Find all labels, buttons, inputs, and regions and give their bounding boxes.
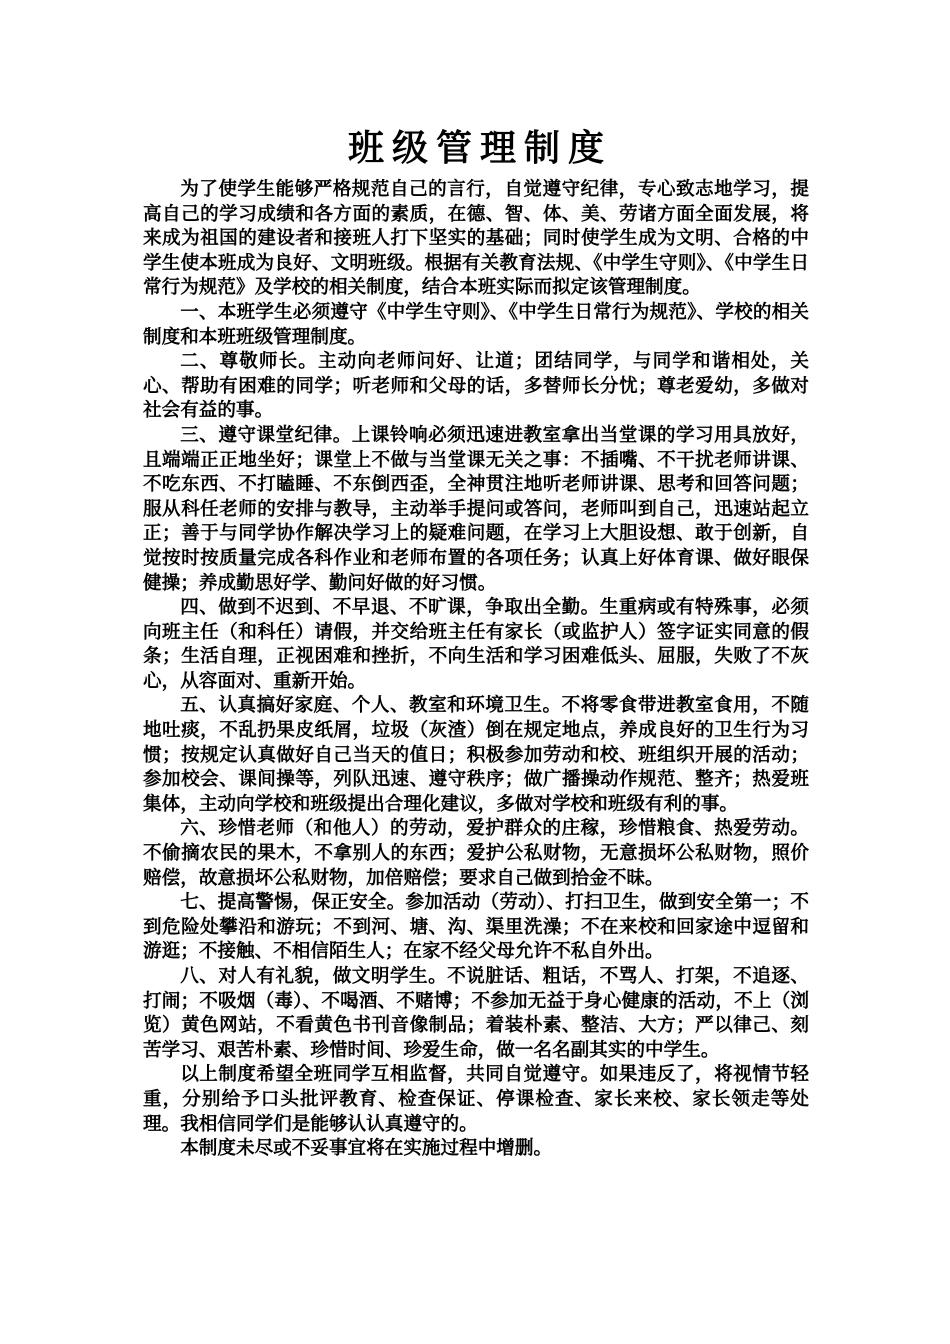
rule-1-paragraph: 一、本班学生必须遵守《中学生守则》、《中学生日常行为规范》、学校的相关制度和本班班级管理制度。 xyxy=(143,301,809,348)
rule-3-paragraph: 三、遵守课堂纪律。上课铃响必须迅速进教室拿出当堂课的学习用具放好，且端端正正地坐好；课堂上不做与当堂课无关之事：不插嘴、不干扰老师讲课、不吃东西、不打瞌睡、不东倒西歪，全神贯注地听老师讲课、思考和回答问题；服从科任老师的安排与教导，主动举手提问或答问，老师叫到自己，迅速站起立正；善于与同学协作解决学习上的疑难问题，在学习上大胆设想、敢于创新，自觉按时按质量完成各科作业和老师布置的各项任务；认真上好体育课、做好眼保健操；养成勤思好学、勤问好做的好习惯。 xyxy=(143,424,809,594)
intro-paragraph: 为了使学生能够严格规范自己的言行，自觉遵守纪律，专心致志地学习，提高自己的学习成绩和各方面的素质，在德、智、体、美、劳诸方面全面发展，将来成为祖国的建设者和接班人打下坚实的基础；同时使学生成为文明、合格的中学生使本班成为良好、文明班级。根据有关教育法规、《中学生守则》、《中学生日常行为规范》及学校的相关制度，结合本班实际而拟定该管理制度。 xyxy=(143,179,809,299)
document-body xyxy=(143,178,809,1162)
document-page xyxy=(143,124,809,1162)
rule-6-paragraph: 六、珍惜老师（和他人）的劳动，爱护群众的庄稼，珍惜粮食、热爱劳动。不偷摘农民的果木，不拿别人的东西；爱护公私财物，无意损坏公私财物，照价赔偿，故意损坏公私财物，加倍赔偿；要求自己做到拾金不昧。 xyxy=(143,818,809,889)
rule-7-paragraph: 七、提高警惕，保正安全。参加活动（劳动）、打扫卫生，做到安全第一；不到危险处攀沿和游玩；不到河、塘、沟、渠里洗澡；不在来校和回家途中逗留和游逛；不接触、不相信陌生人；在家不经父母允许不私自外出。 xyxy=(143,892,809,963)
document-title: 班级管理制度 xyxy=(347,128,612,169)
rule-5-paragraph: 五、认真搞好家庭、个人、教室和环境卫生。不将零食带进教室食用，不随地吐痰，不乱扔果皮纸屑，垃圾（灰渣）倒在规定地点，养成良好的卫生行为习惯；按规定认真做好自己当天的值日；积极参加劳动和校、班组织开展的活动；参加校会、课间操等，列队迅速、遵守秩序；做广播操动作规范、整齐；热爱班集体，主动向学校和班级提出合理化建议，多做对学校和班级有利的事。 xyxy=(143,695,809,815)
rule-2-paragraph: 二、尊敬师长。主动向老师问好、让道；团结同学，与同学和谐相处，关心、帮助有困难的同学；听老师和父母的话，多替师长分忧；尊老爱幼，多做对社会有益的事。 xyxy=(143,351,809,422)
closing-note-paragraph: 本制度未尽或不妥事宜将在实施过程中增删。 xyxy=(180,1138,553,1160)
rule-4-paragraph: 四、做到不迟到、不早退、不旷课，争取出全勤。生重病或有特殊事，必须向班主任（和科任）请假，并交给班主任有家长（或监护人）签字证实同意的假条；生活自理，正视困难和挫折，不向生活和学习困难低头、屈服，失败了不灰心，从容面对、重新开始。 xyxy=(143,597,809,692)
conclusion-paragraph: 以上制度希望全班同学互相监督，共同自觉遵守。如果违反了，将视情节轻重，分别给予口头批评教育、检查保证、停课检查、家长来校、家长领走等处理。我相信同学们是能够认认真遵守的。 xyxy=(143,1064,809,1135)
rule-8-paragraph: 八、对人有礼貌，做文明学生。不说脏话、粗话，不骂人、打架，不追逐、打闹；不吸烟（毒）、不喝酒、不赌博；不参加无益于身心健康的活动，不上（浏览）黄色网站，不看黄色书刊音像制品；着装朴素、整洁、大方；严以律己、刻苦学习、艰苦朴素、珍惜时间、珍爱生命，做一名名副其实的中学生。 xyxy=(143,966,809,1061)
